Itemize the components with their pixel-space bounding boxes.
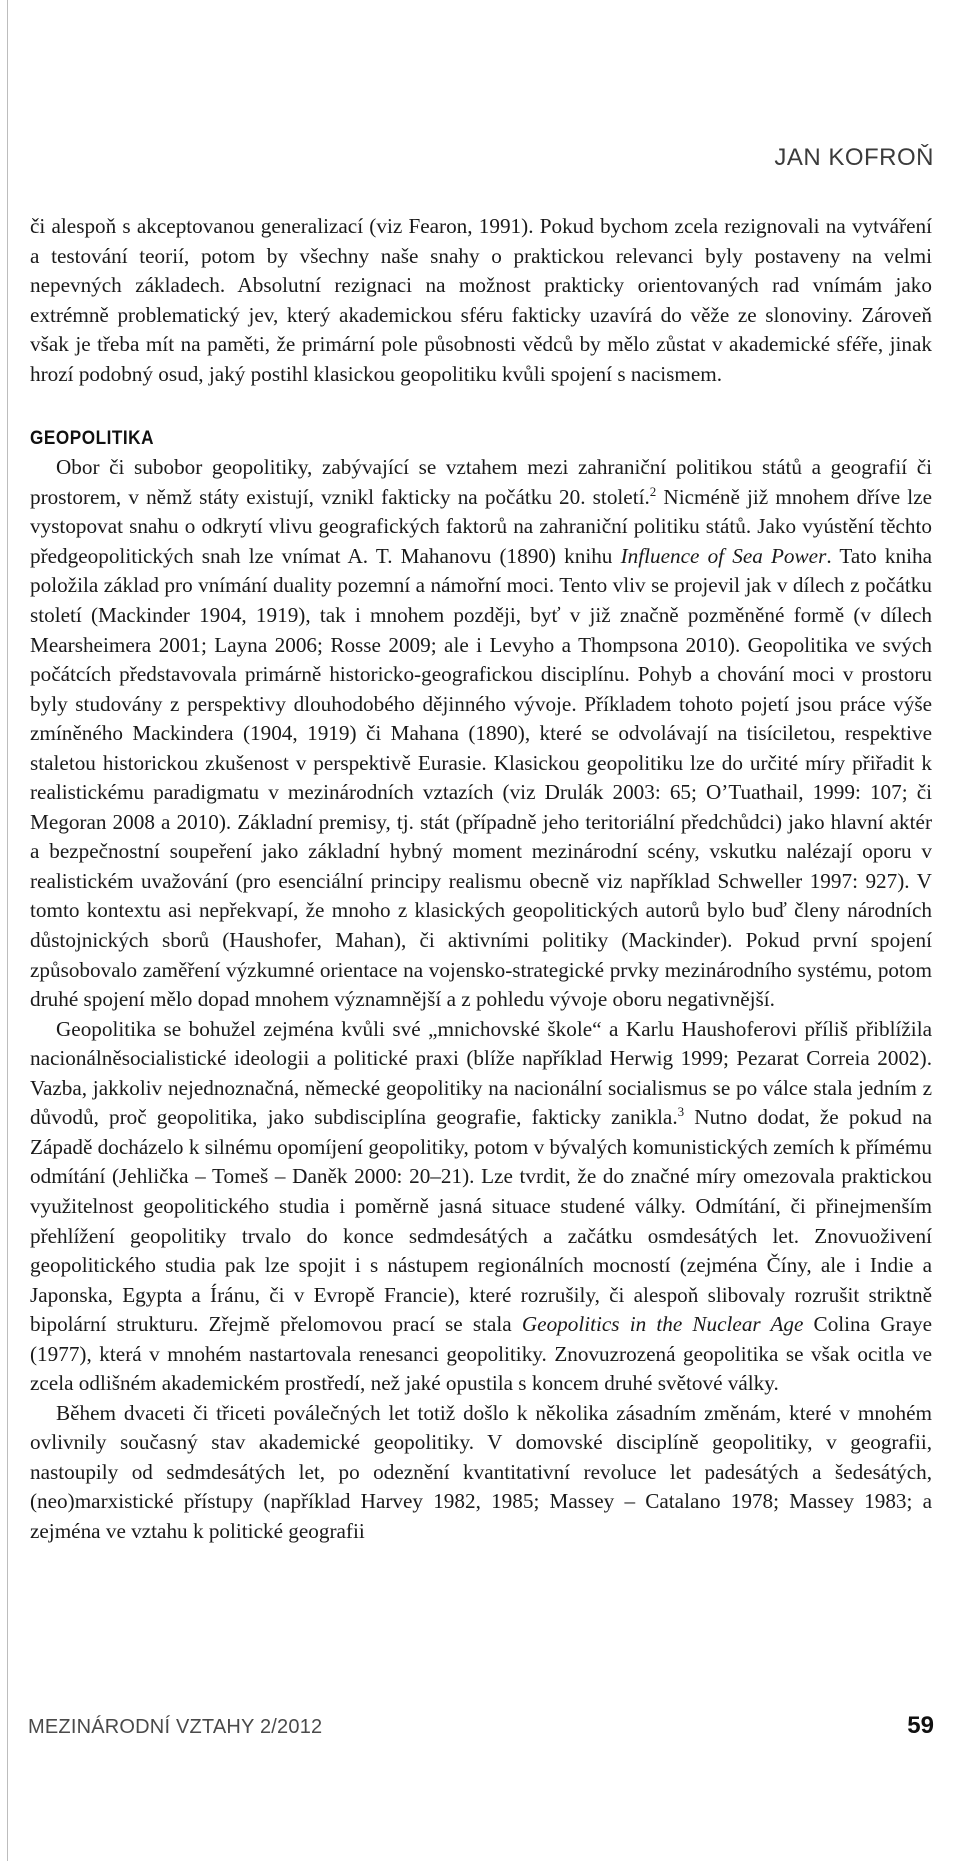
running-head-author: JAN KOFROŇ [774,144,934,171]
footer-page-number: 59 [907,1712,934,1739]
paragraph-geopolitika-1 [30,453,932,1014]
paragraph-text: Obor či subobor geopolitiky, zabývající se vztahem mezi zahraniční politikou států a geografií či prostorem, v němž státy existují, vznikl fakticky na počátku 20. století. [30,455,932,509]
paragraph-geopolitika-2 [30,1015,932,1399]
book-title: Geopolitics in the Nuclear Age [521,1312,804,1337]
paragraph-text: Nicméně již mnohem dříve lze vystopovat snahu o odkrytí vlivu geografických faktorů na zahraniční politiku států. Jako vyústění těchto předgeopolitických snah lze vnímat A. T. Mahanovu (1890) knihu [30,484,932,568]
paragraph-geopolitika-3: Během dvaceti či třiceti poválečných let totiž došlo k několika zásadním změnám, které v mnohém ovlivnily současný stav akademické geopolitiky. V domovské disciplíně geopolitiky, v geografii, nastoupily od sedmdesátých let, po odeznění kvantitativní revoluce let padesátých a šedesátých, (neo)marxistické přístupy (například Harvey 1982, 1985; Massey – Catalano 1978; Massey 1983; a zejména ve vztahu k politické geografii [30,1400,932,1543]
paragraph-text: . Tato kniha položila základ pro vnímání duality pozemní a námořní moci. Tento vliv se projevil jak v dílech z počátku století (Mackinder 1904, 1919), tak i mnohem později, byť v již značně pozměněné formě (v dílech Mearsheimera 2001; Layna 2006; Rosse 2009; ale i Levyho a Thompsona 2010). Geopolitika ve svých počátcích představovala primárně historicko-geografickou disciplínu. Pohyb a chování moci v prostoru byly studovány z perspektivy dlouhodobého dějinného vývoje. Příkladem tohoto pojetí jsou práce výše zmíněného Mackindera (1904, 1919) či Mahana (1890), které se odvolávají na tisíciletou, respektive staletou historickou zkušenost v perspektivě Eurasie. Klasickou geopolitiku lze do určité míry přiřadit k realistickému paradigmatu v mezinárodních vztazích (viz Drulák 2003: 65; O’Tuathail, 1999: 107; či Megoran 2008 a 2010). Základní premisy, tj. stát (případně jeho teritoriální předchůdci) jako hlavní aktér a bezpečnostní soupeření jako základní hybný moment mezinárodní scény, vskutku nalézají oporu v realistickém uvažování (pro esenciální principy realismu obecně viz například Schweller 1997: 927). V tomto kontextu asi nepřekvapí, že mnoho z klasických geopolitických autorů bylo buď členy národních důstojnických sborů (Haushofer, Mahan), či aktivními politiky (Mackinder). Pokud první spojení způsobovalo zaměření výzkumné orientace na vojensko-strategické prvky mezinárodního systému, potom druhé spojení mělo dopad mnohem významnější a z pohledu vývoje oboru negativnější. [30,543,932,1012]
footnote-ref-3[interactable]: 3 [677,1104,685,1120]
article-body [30,212,932,1547]
paragraph-text: Nutno dodat, že pokud na Západě docházelo k silnému opomíjení geopolitiky, potom v bývalých komunistických zemích k přímému odmítání (Jehlička – Tomeš – Daněk 2000: 20–21). Lze tvrdit, že do značné míry omezovala praktickou využitelnost geopolitického studia i poměrně jasná situace studené války. Odmítání, či přinejmenším přehlížení geopolitiky trvalo do konce sedmdesátých a začátku osmdesátých let. Znovuoživení geopolitického studia pak lze spojit i s nástupem regionálních mocností (zejména Číny, ale i Indie a Japonska, Egypta a Íránu, či v Evropě Francie), které rozrušily, či alespoň slibovaly rozrušit striktně bipolární strukturu. Zřejmě přelomovou prací se stala [30,1105,932,1337]
paragraph-text: Colina Graye (1977), která v mnohém nastartovala renesanci geopolitiky. Znovuzrozená geopolitika se však ocitla ve zcela odlišném akademickém prostředí, než jaké opustila s koncem druhé světové války. [30,1312,932,1396]
page-edge-divider [7,0,8,1861]
section-heading: GEOPOLITIKA [30,427,155,450]
paragraph-text: Geopolitika se bohužel zejména kvůli své „mnichovské škole“ a Karlu Haushoferovi příliš přiblížila nacionálněsocialistické ideologii a politické praxi (blíže například Herwig 1999; Pezarat Correia 2002). Vazba, jakkoliv nejednoznačná, německé geopolitiky na nacionální socialismus se po válce stala jedním z důvodů, proč geopolitika, jako subdisciplína geografie, fakticky zanikla. [30,1016,932,1130]
footer-journal-name: MEZINÁRODNÍ VZTAHY 2/2012 [28,1716,323,1738]
paragraph-intro: či alespoň s akceptovanou generalizací (viz Fearon, 1991). Pokud bychom zcela rezignovali na vytváření a testování teorií, potom by všechny naše snahy o praktickou relevanci byly postaveny na velmi nepevných základech. Absolutní rezignaci na možnost prakticky orientovaných rad vnímám jako extrémně problematický jev, který akademickou sféru fakticky uzavírá do věže ze slonoviny. Zároveň však je třeba mít na paměti, že primární pole působnosti vědců by mělo zůstat v akademické sféře, jinak hrozí podobný osud, jaký postihl klasickou geopolitiku kvůli spojení s nacismem. [30,214,932,386]
footnote-ref-2[interactable]: 2 [649,483,657,499]
book-title: Influence of Sea Power [620,543,827,568]
